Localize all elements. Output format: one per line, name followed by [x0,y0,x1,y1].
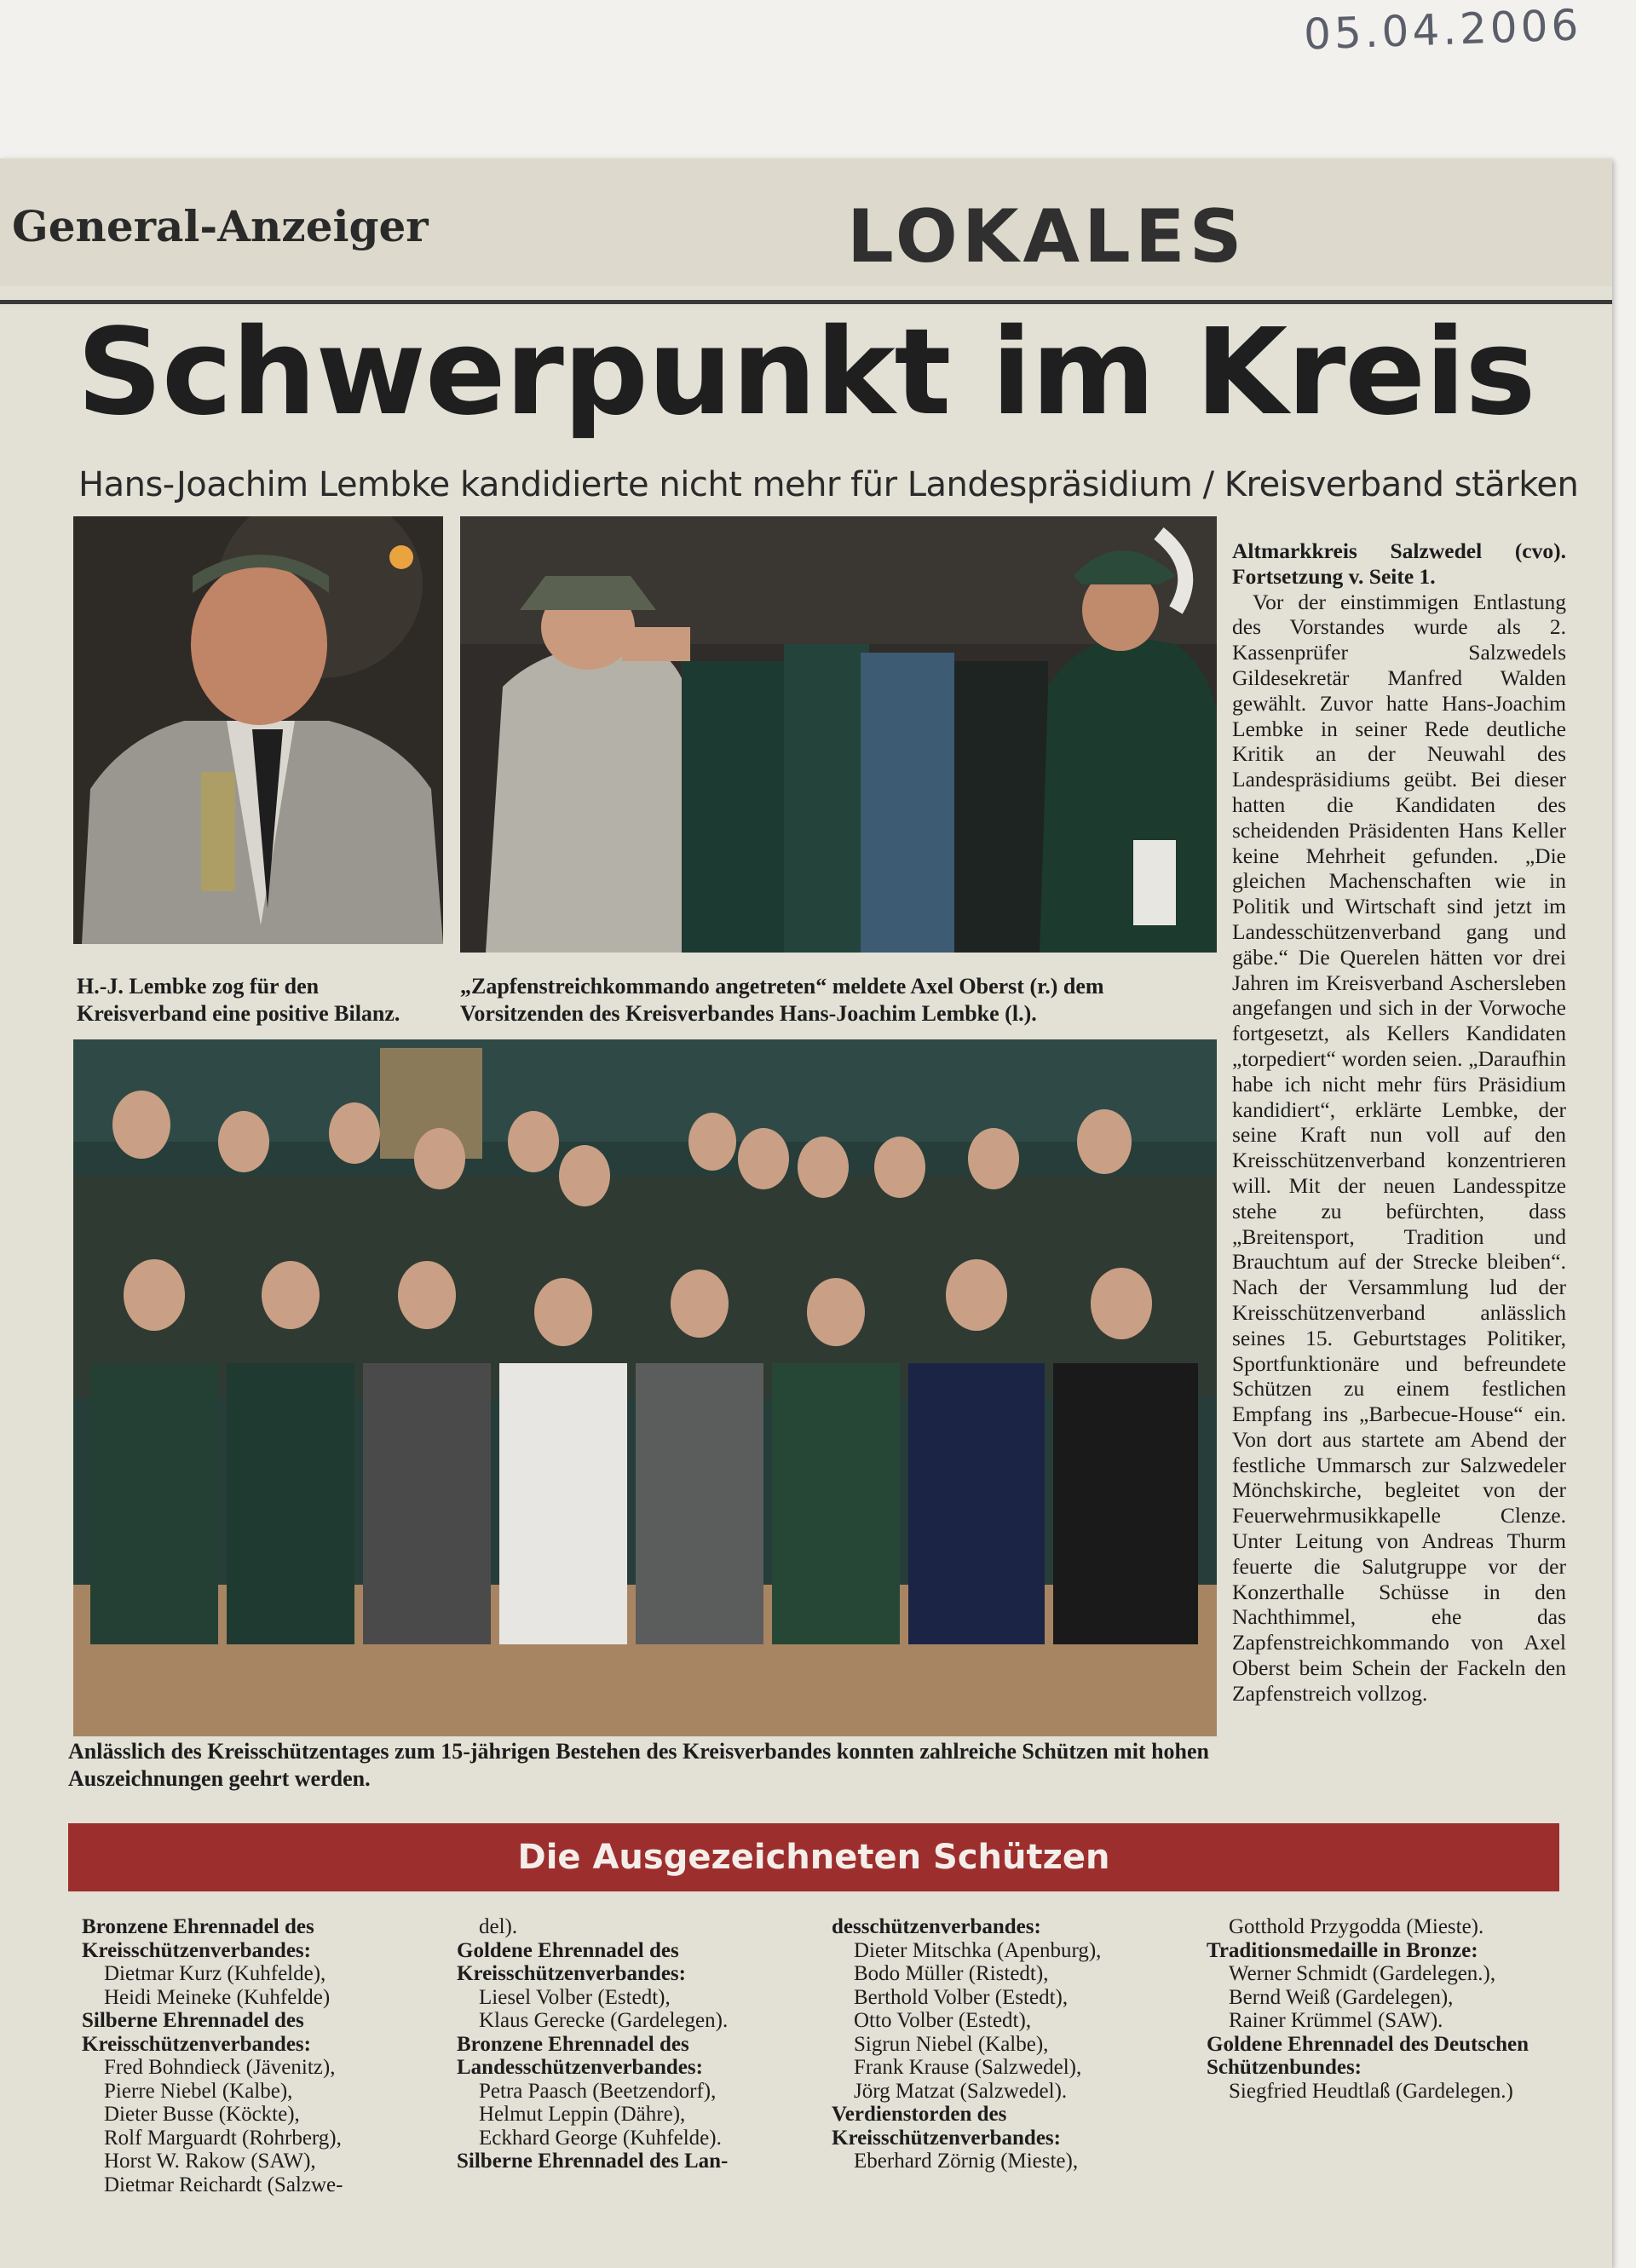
awardee: Sigrun Niebel (Kalbe), [854,2032,1049,2056]
awardee: Pierre Niebel (Kalbe), [104,2079,293,2103]
awardee: Dietmar Kurz (Kuhfelde), [104,1962,326,1985]
awardee: Rainer Krümmel (SAW). [1229,2009,1443,2032]
awardee: Petra Paasch (Beetzendorf), [479,2079,717,2103]
awardee: Helmut Leppin (Dähre), [479,2103,686,2126]
award-category: Traditionsmedaille in Bronze: [1207,1938,1478,1962]
awards-banner [68,1823,1559,1891]
article-text: Vor der einstimmigen Entlastung des Vorstandes wurde als 2. Kassenprüfer Salzwedels Gildesekretär Manfred Walden gewählt. Zuvor hatte Hans-Joachim Lembke in seiner Rede deutliche Kritik an der Neuwahl des Landespräsidiums geübt. Bei dieser hatten die Kandidaten des scheidenden Präsidenten Hans Keller keine Mehrheit gefunden. „Die gleichen Machenschaften wie in Politik und Wirtschaft sind jetzt im Landesschützenverband gang und gäbe.“ Die Querelen hätten vor drei Jahren im Kreisverband Aschersleben angefangen und sich in der Vorwoche fortgesetzt, als Kellers Kandidaten „torpediert“ worden seien. „Daraufhin habe ich nicht mehr fürs Präsidium kandidiert“, erklärte Lembke, der seine Kraft nun voll auf den Kreisschützenverband konzentrieren will. Mit der neuen Landesspitze stehe zu befürchten, dass „Breitensport, Tradition und Brauchtum auf der Strecke bleiben“. Nach der Versammlung lud der Kreisschützenverband anlässlich seines 15. Geburtstages Politiker, Sportfunktionäre und befreundete Schützen zu einem festlichen Empfang ins „Barbecue-House“ ein. Von dort aus startete am Abend der festliche Ummarsch zur Salzwedeler Mönchskirche, begleitet von der Feuerwehrmusikkapelle Clenze. Unter Leitung von Andreas Thurm feuerte die Salutgruppe vor der Konzerthalle Schüsse in den Nachthimmel, ehe das Zapfenstreichkommando von Axel Oberst beim Schein der Fackeln den Zapfenstreich vollzog. [1232,589,1566,1706]
award-category: Bronzene Ehrennadel des Landesschützenverbandes: [457,2032,703,2079]
awards-column-3 [832,1915,1190,2256]
awardee: Bodo Müller (Ristedt), [854,1962,1049,1985]
awards-column-4 [1207,1915,1564,2256]
awardee: Eckhard George (Kuhfelde). [479,2126,722,2150]
awardee: Dietmar Reichardt (Salzwe- [104,2173,343,2196]
salute-photo [460,516,1217,953]
article-body [1232,538,1566,1707]
awardee: Dieter Busse (Köckte), [104,2103,300,2126]
awardee: Heidi Meineke (Kuhfelde) [104,1985,331,2009]
awards-title: Die Ausgezeichneten Schützen [517,1838,1110,1877]
awards-column-2 [457,1915,815,2256]
awardee: Rolf Marguardt (Rohrberg), [104,2126,342,2150]
awardee: Liesel Volber (Estedt), [479,1985,671,2009]
headline: Schwerpunkt im Kreis [77,303,1535,442]
awardee: Jörg Matzat (Salzwedel). [854,2079,1068,2103]
awardee: Berthold Volber (Estedt), [854,1985,1069,2009]
group-caption: Anlässlich des Kreisschützentages zum 15-jährigen Bestehen des Kreisverbandes konnten zahlreiche Schützen mit hohen Auszeichnungen geehrt werden. [68,1739,1210,1791]
awardee: Horst W. Rakow (SAW), [104,2150,316,2173]
group-photo [73,1039,1217,1736]
award-category: desschützenverbandes: [832,1915,1041,1938]
masthead [0,158,1612,286]
portrait-photo [73,516,443,944]
award-category: Silberne Ehrennadel des Kreisschützenverbandes: [82,2009,311,2056]
newspaper-clipping [0,158,1612,2268]
awardee: Otto Volber (Estedt), [854,2009,1032,2032]
salute-caption: „Zapfenstreichkommando angetreten“ meldete Axel Oberst (r.) dem Vorsitzenden des Kreisverbandes Hans-Joachim Lembke (l.). [460,974,1104,1026]
awardee: Frank Krause (Salzwedel), [854,2056,1082,2079]
award-category: Goldene Ehrennadel des Deutschen Schützenbundes: [1207,2032,1529,2079]
article-dateline: Altmarkkreis Salzwedel (cvo). Fortsetzung v. Seite 1. [1232,538,1566,589]
awardee: Bernd Weiß (Gardelegen), [1229,1985,1454,2009]
awardee: Klaus Gerecke (Gardelegen). [479,2009,729,2032]
awardee: Eberhard Zörnig (Mieste), [854,2150,1079,2173]
award-category: Verdienstorden des Kreisschützenverbandes: [832,2103,1061,2150]
awardee: Werner Schmidt (Gardelegen.), [1229,1962,1496,1985]
handwritten-date: 05.04.2006 [1303,0,1583,60]
award-category: Bronzene Ehrennadel des Kreisschützenverbandes: [82,1915,314,1962]
awardee: Gotthold Przygodda (Mieste). [1229,1915,1484,1938]
section-title: LOKALES [847,194,1247,279]
award-category: Silberne Ehrennadel des Lan- [457,2150,729,2173]
award-category: Goldene Ehrennadel des Kreisschützenverbandes: [457,1938,686,1985]
awards-column-1 [82,1915,440,2256]
awards-list [82,1915,1564,2256]
awardee: Siegfried Heudtlaß (Gardelegen.) [1229,2079,1513,2103]
portrait-caption: H.-J. Lembke zog für den Kreisverband eine positive Bilanz. [77,974,400,1026]
awardee: Dieter Mitschka (Apenburg), [854,1938,1102,1962]
awardee-continued: del). [479,1915,518,1938]
subheadline: Hans-Joachim Lembke kandidierte nicht mehr für Landespräsidium / Kreisverband stärken [78,465,1579,504]
awardee: Fred Bohndieck (Jävenitz), [104,2056,336,2079]
paper-name: General-Anzeiger [12,201,429,251]
